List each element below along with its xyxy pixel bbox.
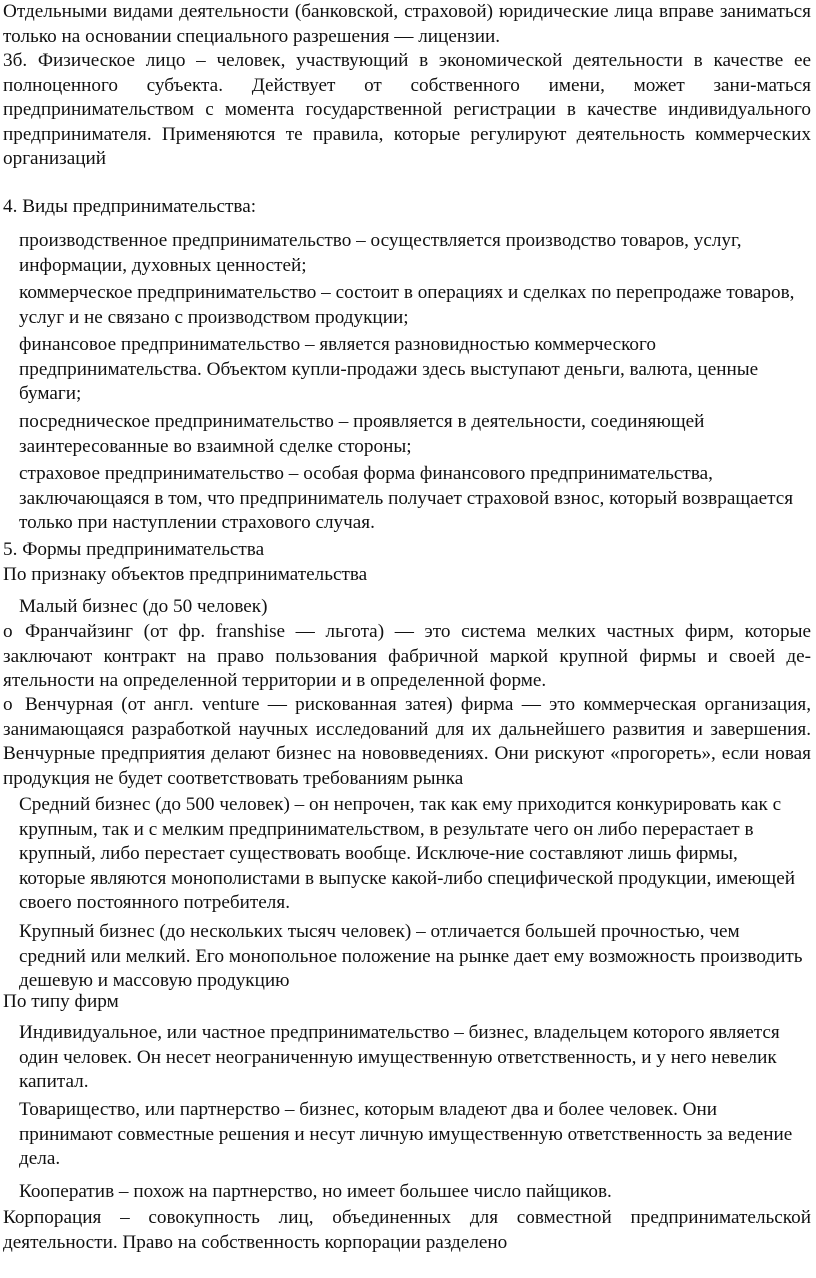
bullet-marker: o	[3, 621, 13, 642]
franchising-text: Франчайзинг (от фр. franshise — льгота) — это система мелких частных фирм, которые заключают контракт на право пользования фабричной маркой крупной фирмы и своей де-ятельности на определенной территории и в определенной форме.	[3, 621, 811, 691]
individual-enterprise-item: Индивидуальное, или частное предпринимательство – бизнес, владельцем которого является один человек. Он несет неограниченную имущественную ответственность, и у него невелик капитал.	[19, 1022, 780, 1092]
list-item-production: производственное предпринимательство – осуществляется производство товаров, услуг, информации, духовных ценностей;	[19, 230, 742, 276]
small-business-item: Малый бизнес (до 50 человек)	[19, 596, 268, 617]
venture-text: Венчурная (от англ. venture — рискованная затея) фирма — это коммерческая организация, занимающаяся разработкой научных исследований для их дальнейшего развития и завершения. Венчурные предприятия делают бизнес на нововведениях. Они рискуют «прогореть», если новая продукция не будет соответствовать требованиям рынка	[3, 694, 811, 789]
list-item-insurance: страховое предпринимательство – особая форма финансового предпринимательства, заключающаяся в том, что предприниматель получает страховой взнос, который возвращается только при наступлении страхового случая.	[19, 463, 794, 533]
license-paragraph: Отдельными видами деятельности (банковской, страховой) юридические лица вправе заниматься только на основании специального разрешения — лицензии.	[3, 1, 811, 47]
franchising-paragraph	[3, 620, 811, 694]
section-5-heading: 5. Формы предпринимательства	[3, 539, 265, 560]
medium-business-item: Средний бизнес (до 500 человек) – он непрочен, так как ему приходится конкурировать как с крупным, так и с мелким предпринимательством, в результате чего он либо перерастает в крупный, либо перестает существовать вообще. Исключе-ние составляют лишь фирмы, которые являются монополистами в выпуске какой-либо специфической продукции, имеющей своего постоянного потребителя.	[19, 794, 795, 913]
corporation-paragraph: Корпорация – совокупность лиц, объединенных для совместной предпринимательской деятельности. Право на собственность корпорации разделено	[3, 1207, 811, 1253]
by-objects-subheading: По признаку объектов предпринимательства	[3, 564, 368, 585]
section-4-heading: 4. Виды предпринимательства:	[3, 196, 257, 217]
large-business-item: Крупный бизнес (до нескольких тысяч человек) – отличается большей прочностью, чем средний или мелкий. Его монопольное положение на рынке дает ему возможность производить дешевую и массовую продукцию	[19, 921, 803, 991]
list-item-commercial: коммерческое предпринимательство – состоит в операциях и сделках по перепродаже товаров, услуг и не связано с производством продукции;	[19, 282, 795, 328]
cooperative-item: Кооператив – похож на партнерство, но имеет большее число пайщиков.	[19, 1181, 612, 1202]
individual-person-paragraph: 3б. Физическое лицо – человек, участвующий в экономической деятельности в качестве ее полноценного субъекта. Действует от собственного имени, может зани-маться предпринимательством с момента государственной регистрации в качестве индивидуального предпринимателя. Применяются те правила, которые регулируют деятельность коммерческих организаций	[3, 50, 811, 169]
venture-paragraph	[3, 693, 811, 791]
partnership-item: Товарищество, или партнерство – бизнес, которым владеют два и более человек. Они принимают совместные решения и несут личную имущественную ответственность за ведение дела.	[19, 1099, 793, 1169]
list-item-intermediary: посредническое предпринимательство – проявляется в деятельности, соединяющей заинтересованные во взаимной сделке стороны;	[19, 411, 705, 457]
by-firm-type-subheading: По типу фирм	[3, 991, 119, 1012]
list-item-financial: финансовое предпринимательство – является разновидностью коммерческого предпринимательства. Объектом купли-продажи здесь выступают деньги, валюта, ценные бумаги;	[19, 334, 759, 404]
bullet-marker: o	[3, 694, 13, 715]
